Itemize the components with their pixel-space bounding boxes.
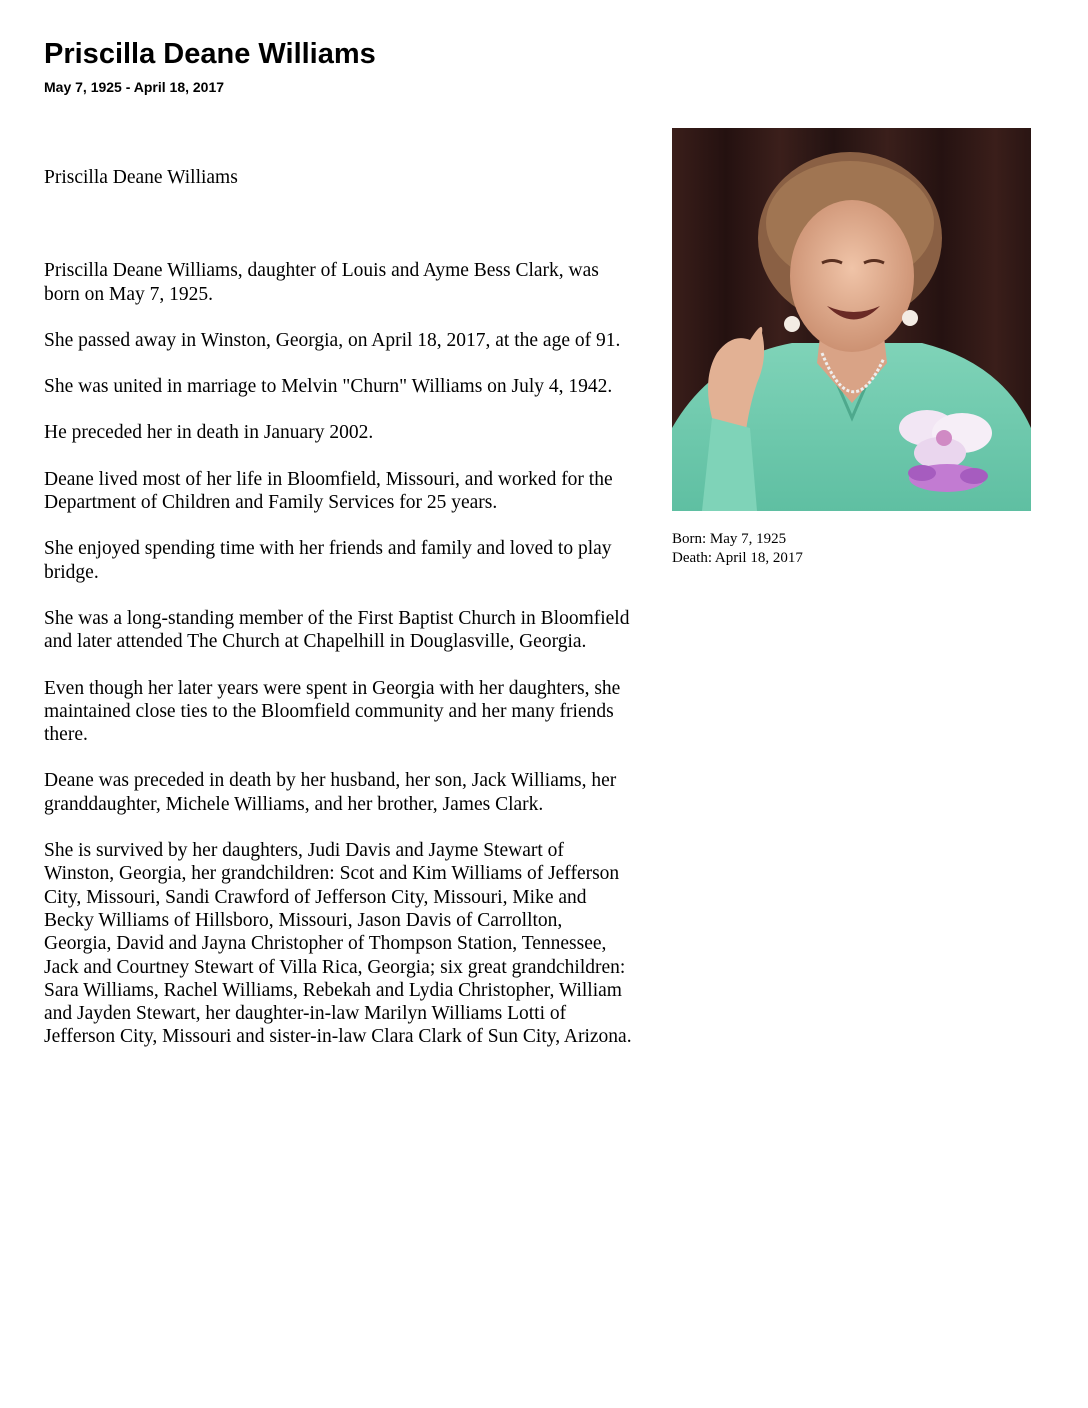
born-date: Born: May 7, 1925 bbox=[672, 531, 787, 547]
obituary-body bbox=[44, 166, 634, 1072]
obituary-paragraph: Priscilla Deane Williams, daughter of Louis and Ayme Bess Clark, was born on May 7, 1925. bbox=[44, 260, 599, 305]
death-date: Death: April 18, 2017 bbox=[672, 550, 803, 566]
page-title: Priscilla Deane Williams bbox=[44, 38, 376, 70]
obituary-name-line: Priscilla Deane Williams bbox=[44, 167, 238, 188]
life-dates: May 7, 1925 - April 18, 2017 bbox=[44, 79, 225, 95]
obituary-paragraph: She was united in marriage to Melvin "Churn" Williams on July 4, 1942. bbox=[44, 376, 613, 398]
obituary-paragraph: She is survived by her daughters, Judi Davis and Jayme Stewart of Winston, Georgia, her grandchildren: Scot and Kim Williams of Jefferson City, Missouri, Sandi Crawford of Jefferson City, Missouri, Mike and Becky Williams of Hillsboro, Missouri, Jason Davis of Carrollton, Georgia, David and Jayna Christopher of Thompson Station, Tennessee, Jack and Courtney Stewart of Villa Rica, Georgia; six great grandchildren: Sara Williams, Rachel Williams, Rebekah and Lydia Christopher, William and Jayden Stewart, her daughter-in-law Marilyn Williams Lotti of Jefferson City, Missouri and sister-in-law Clara Clark of Sun City, Arizona. bbox=[44, 840, 632, 1048]
obituary-paragraph: She was a long-standing member of the First Baptist Church in Bloomfield and later attended The Church at Chapelhill in Douglasville, Georgia. bbox=[44, 607, 630, 653]
portrait-photo bbox=[672, 128, 1031, 511]
obituary-paragraph: She enjoyed spending time with her friends and family and loved to play bridge. bbox=[44, 538, 612, 583]
obituary-paragraph: He preceded her in death in January 2002. bbox=[44, 422, 374, 444]
obituary-paragraph: Deane lived most of her life in Bloomfield, Missouri, and worked for the Department of Children and Family Services for 25 years. bbox=[44, 468, 613, 514]
obituary-paragraph: She passed away in Winston, Georgia, on April 18, 2017, at the age of 91. bbox=[44, 329, 621, 351]
obituary-paragraph: Deane was preceded in death by her husband, her son, Jack Williams, her granddaughter, Michele Williams, and her brother, James Clark. bbox=[44, 770, 617, 815]
photo-caption bbox=[672, 530, 803, 568]
obituary-paragraph: Even though her later years were spent in Georgia with her daughters, she maintained close ties to the Bloomfield community and her many friends there. bbox=[44, 677, 621, 746]
